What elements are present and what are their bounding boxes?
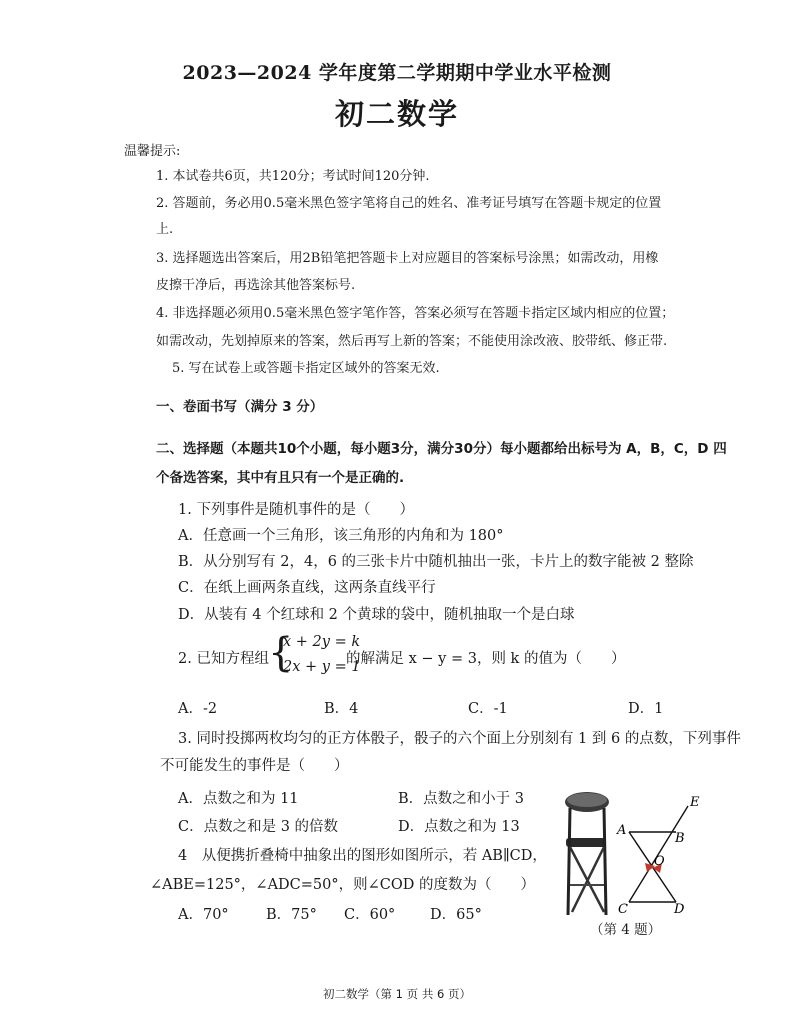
tip-item-4-line-2: 如需改动，先划掉原来的答案，然后再写上新的答案；不能使用涂改液、胶带纸、修正带. <box>156 334 668 349</box>
tip-item-3-line-2: 皮擦干净后，再选涂其他答案标号. <box>156 278 356 293</box>
q3-stem-line-2: 不可能发生的事件是（ ） <box>160 758 349 774</box>
label-b: B <box>675 831 685 846</box>
q3-stem-line-1: 3. 同时投掷两枚均匀的正方体骰子，骰子的六个面上分别刻有 1 到 6 的点数，下列事件 <box>178 731 741 747</box>
label-c: C <box>618 902 628 917</box>
tip-item-1: 1. 本试卷共6页，共120分；考试时间120分钟. <box>156 169 430 184</box>
q2-equation-1: x + 2y = k <box>283 634 361 650</box>
q1-option-a: A．任意画一个三角形，该三角形的内角和为 180° <box>178 528 504 544</box>
q4-stem-line-1: 4 从便携折叠椅中抽象出的图形如图所示，若 AB∥CD， <box>178 848 547 864</box>
q2-prefix: 2. 已知方程组 <box>178 651 269 667</box>
q1-stem: 1. 下列事件是随机事件的是（ ） <box>178 502 414 518</box>
q4-stem-line-2: ∠ABE=125°，∠ADC=50°，则∠COD 的度数为（ ） <box>150 877 535 893</box>
tip-item-2-line-2: 上. <box>156 222 174 237</box>
label-a: A <box>617 823 627 838</box>
section-1-title: 一、卷面书写（满分 3 分） <box>156 399 324 415</box>
label-o: O <box>654 854 665 869</box>
section-2-title-line-2: 个备选答案，其中有且只有一个是正确的. <box>156 470 405 486</box>
tip-item-4-line-1: 4. 非选择题必须用0.5毫米黑色签字笔作答，答案必须写在答题卡指定区域内相应的位置； <box>156 306 675 321</box>
q4-option-a: A．70° <box>178 907 229 923</box>
tip-item-3-line-1: 3. 选择题选出答案后，用2B铅笔把答题卡上对应题目的答案标号涂黑；如需改动，用橡 <box>156 251 659 266</box>
label-d: D <box>674 902 685 917</box>
subject-title: 初二数学 <box>334 97 459 131</box>
page-footer: 初二数学（第 1 页 共 6 页） <box>323 987 471 1001</box>
q3-option-b: B．点数之和小于 3 <box>398 791 524 807</box>
q2-option-c: C．-1 <box>468 701 508 717</box>
section-2-title-line-1: 二、选择题（本题共10个小题，每小题3分，满分30分）每小题都给出标号为 A，B，C，D 四 <box>156 441 727 457</box>
tips-heading: 温馨提示: <box>124 144 181 159</box>
q2-suffix: 的解满足 x − y = 3，则 k 的值为（ ） <box>346 651 626 667</box>
folding-chair-photo <box>556 790 618 920</box>
q4-option-c: C．60° <box>344 907 396 923</box>
q2-equation-2: 2x + y = 1 <box>283 659 361 675</box>
q1-option-c: C．在纸上画两条直线，这两条直线平行 <box>178 580 436 596</box>
q2-option-d: D．1 <box>628 701 664 717</box>
q3-option-d: D．点数之和为 13 <box>398 819 520 835</box>
q1-option-b: B．从分别写有 2，4，6 的三张卡片中随机抽出一张，卡片上的数字能被 2 整除 <box>178 554 694 570</box>
q3-option-c: C．点数之和是 3 的倍数 <box>178 819 339 835</box>
q4-option-b: B．75° <box>266 907 317 923</box>
tip-item-2-line-1: 2. 答题前，务必用0.5毫米黑色签字笔将自己的姓名、准考证号填写在答题卡规定的位置 <box>156 196 662 211</box>
q1-option-d: D．从装有 4 个红球和 2 个黄球的袋中，随机抽取一个是白球 <box>178 607 575 623</box>
exam-title: 2023—2024 学年度第二学期期中学业水平检测 <box>182 62 612 84</box>
tip-item-5: 5. 写在试卷上或答题卡指定区域外的答案无效. <box>172 361 440 376</box>
label-e: E <box>690 796 700 810</box>
q4-option-d: D．65° <box>430 907 482 923</box>
q2-option-a: A．-2 <box>178 701 218 717</box>
equation-system-brace: { <box>268 630 294 676</box>
q4-figure-caption: （第 4 题） <box>590 922 662 938</box>
q4-geometry-figure <box>612 796 710 918</box>
q3-option-a: A．点数之和为 11 <box>178 791 299 807</box>
q2-option-b: B．4 <box>324 701 359 717</box>
